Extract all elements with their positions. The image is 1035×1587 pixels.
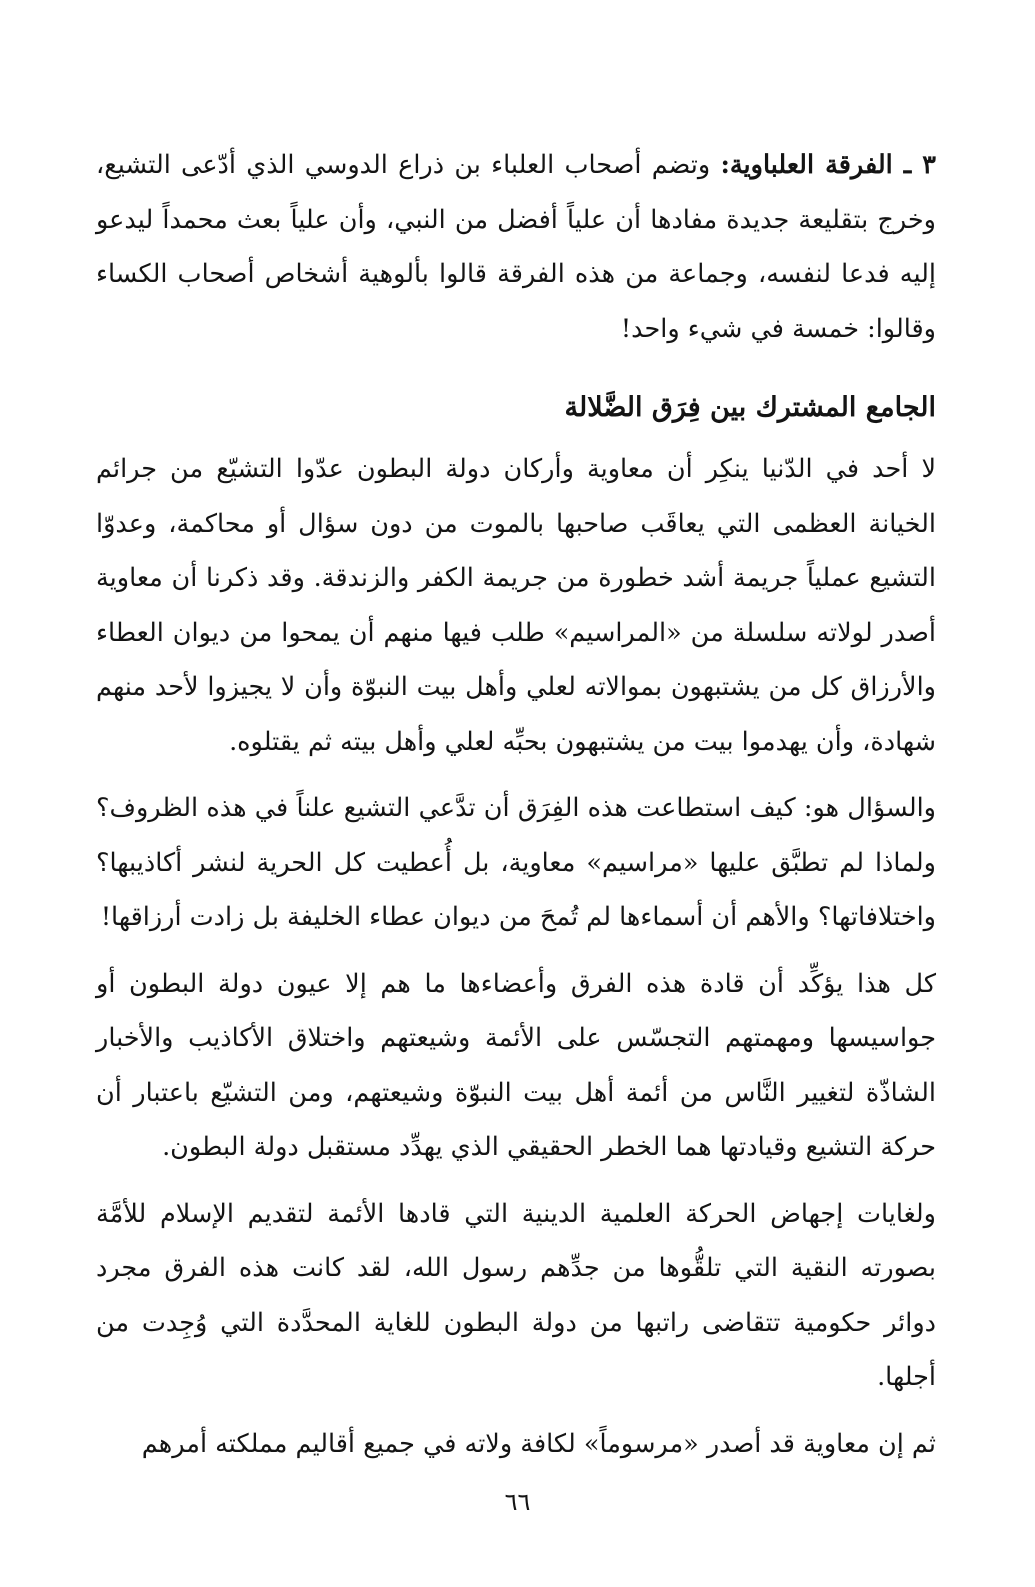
paragraph-4: ولغايات إجهاض الحركة العلمية الدينية التي قادها الأئمة لتقديم الإسلام للأمَّة بصورته النقية التي تلقُّوها من جدِّهم رسول الله، لقد كانت هذه الفرق مجرد دوائر حكومية تتقاضى راتبها من دولة البطون للغاية المحدَّدة التي وُجِدت من أجلها. <box>96 1198 936 1392</box>
paragraph-5: ثم إن معاوية قد أصدر «مرسوماً» لكافة ولاته في جميع أقاليم مملكته أمرهم <box>141 1428 936 1459</box>
paragraph-2: والسؤال هو: كيف استطاعت هذه الفِرَق أن تدَّعي التشيع علناً في هذه الظروف؟ ولماذا لم تطبَّق عليها «مراسيم» معاوية، بل أُعطيت كل الحرية لنشر أكاذيبها؟ واختلافاتها؟ والأهم أن أسماءها لم تُمحَ من ديوان عطاء الخليفة بل زادت أرزاقها! <box>96 793 936 932</box>
paragraph-3: كل هذا يؤكِّد أن قادة هذه الفرق وأعضاءها ما هم إلا عيون دولة البطون أو جواسيسها ومهمتهم التجسّس على الأئمة وشيعتهم واختلاق الأكاذيب والأخبار الشاذّة لتغيير النَّاس من أئمة أهل بيت النبوّة وشيعتهم، ومن التشيّع باعتبار أن حركة التشيع وقيادتها هما الخطر الحقيقي الذي يهدِّد مستقبل دولة البطون. <box>96 968 936 1162</box>
section-3-lead: ٣ ـ الفرقة العلباوية: <box>720 150 936 180</box>
page-text-block <box>96 138 936 1471</box>
section-heading: الجامع المشترك بين فِرَق الضَّلالة <box>564 392 936 423</box>
section-3-body: وتضم أصحاب العلباء بن ذراع الدوسي الذي أدّعى التشيع، وخرج بتقليعة جديدة مفادها أن علياً أفضل من النبي، وأن علياً بعث محمداً ليدعو إليه فدعا لنفسه، وجماعة من هذه الفرقة قالوا بألوهية أشخاص أصحاب الكساء وقالوا: خمسة في شيء واحد! <box>96 150 936 344</box>
paragraph-1: لا أحد في الدّنيا ينكِر أن معاوية وأركان دولة البطون عدّوا التشيّع من جرائم الخيانة العظمى التي يعاقَب صاحبها بالموت من دون سؤال أو محاكمة، وعدوّا التشيع عملياً جريمة أشد خطورة من جريمة الكفر والزندقة. وقد ذكرنا أن معاوية أصدر لولاته سلسلة من «المراسيم» طلب فيها منهم أن يمحوا من ديوان العطاء والأرزاق كل من يشتبهون بموالاته لعلي وأهل بيت النبوّة وأن لا يجيزوا لأحد منهم شهادة، وأن يهدموا بيت من يشتبهون بحبِّه لعلي وأهل بيته ثم يقتلوه. <box>96 454 936 757</box>
page-number: ٦٦ <box>504 1488 531 1516</box>
paragraph-section-3 <box>96 138 936 356</box>
